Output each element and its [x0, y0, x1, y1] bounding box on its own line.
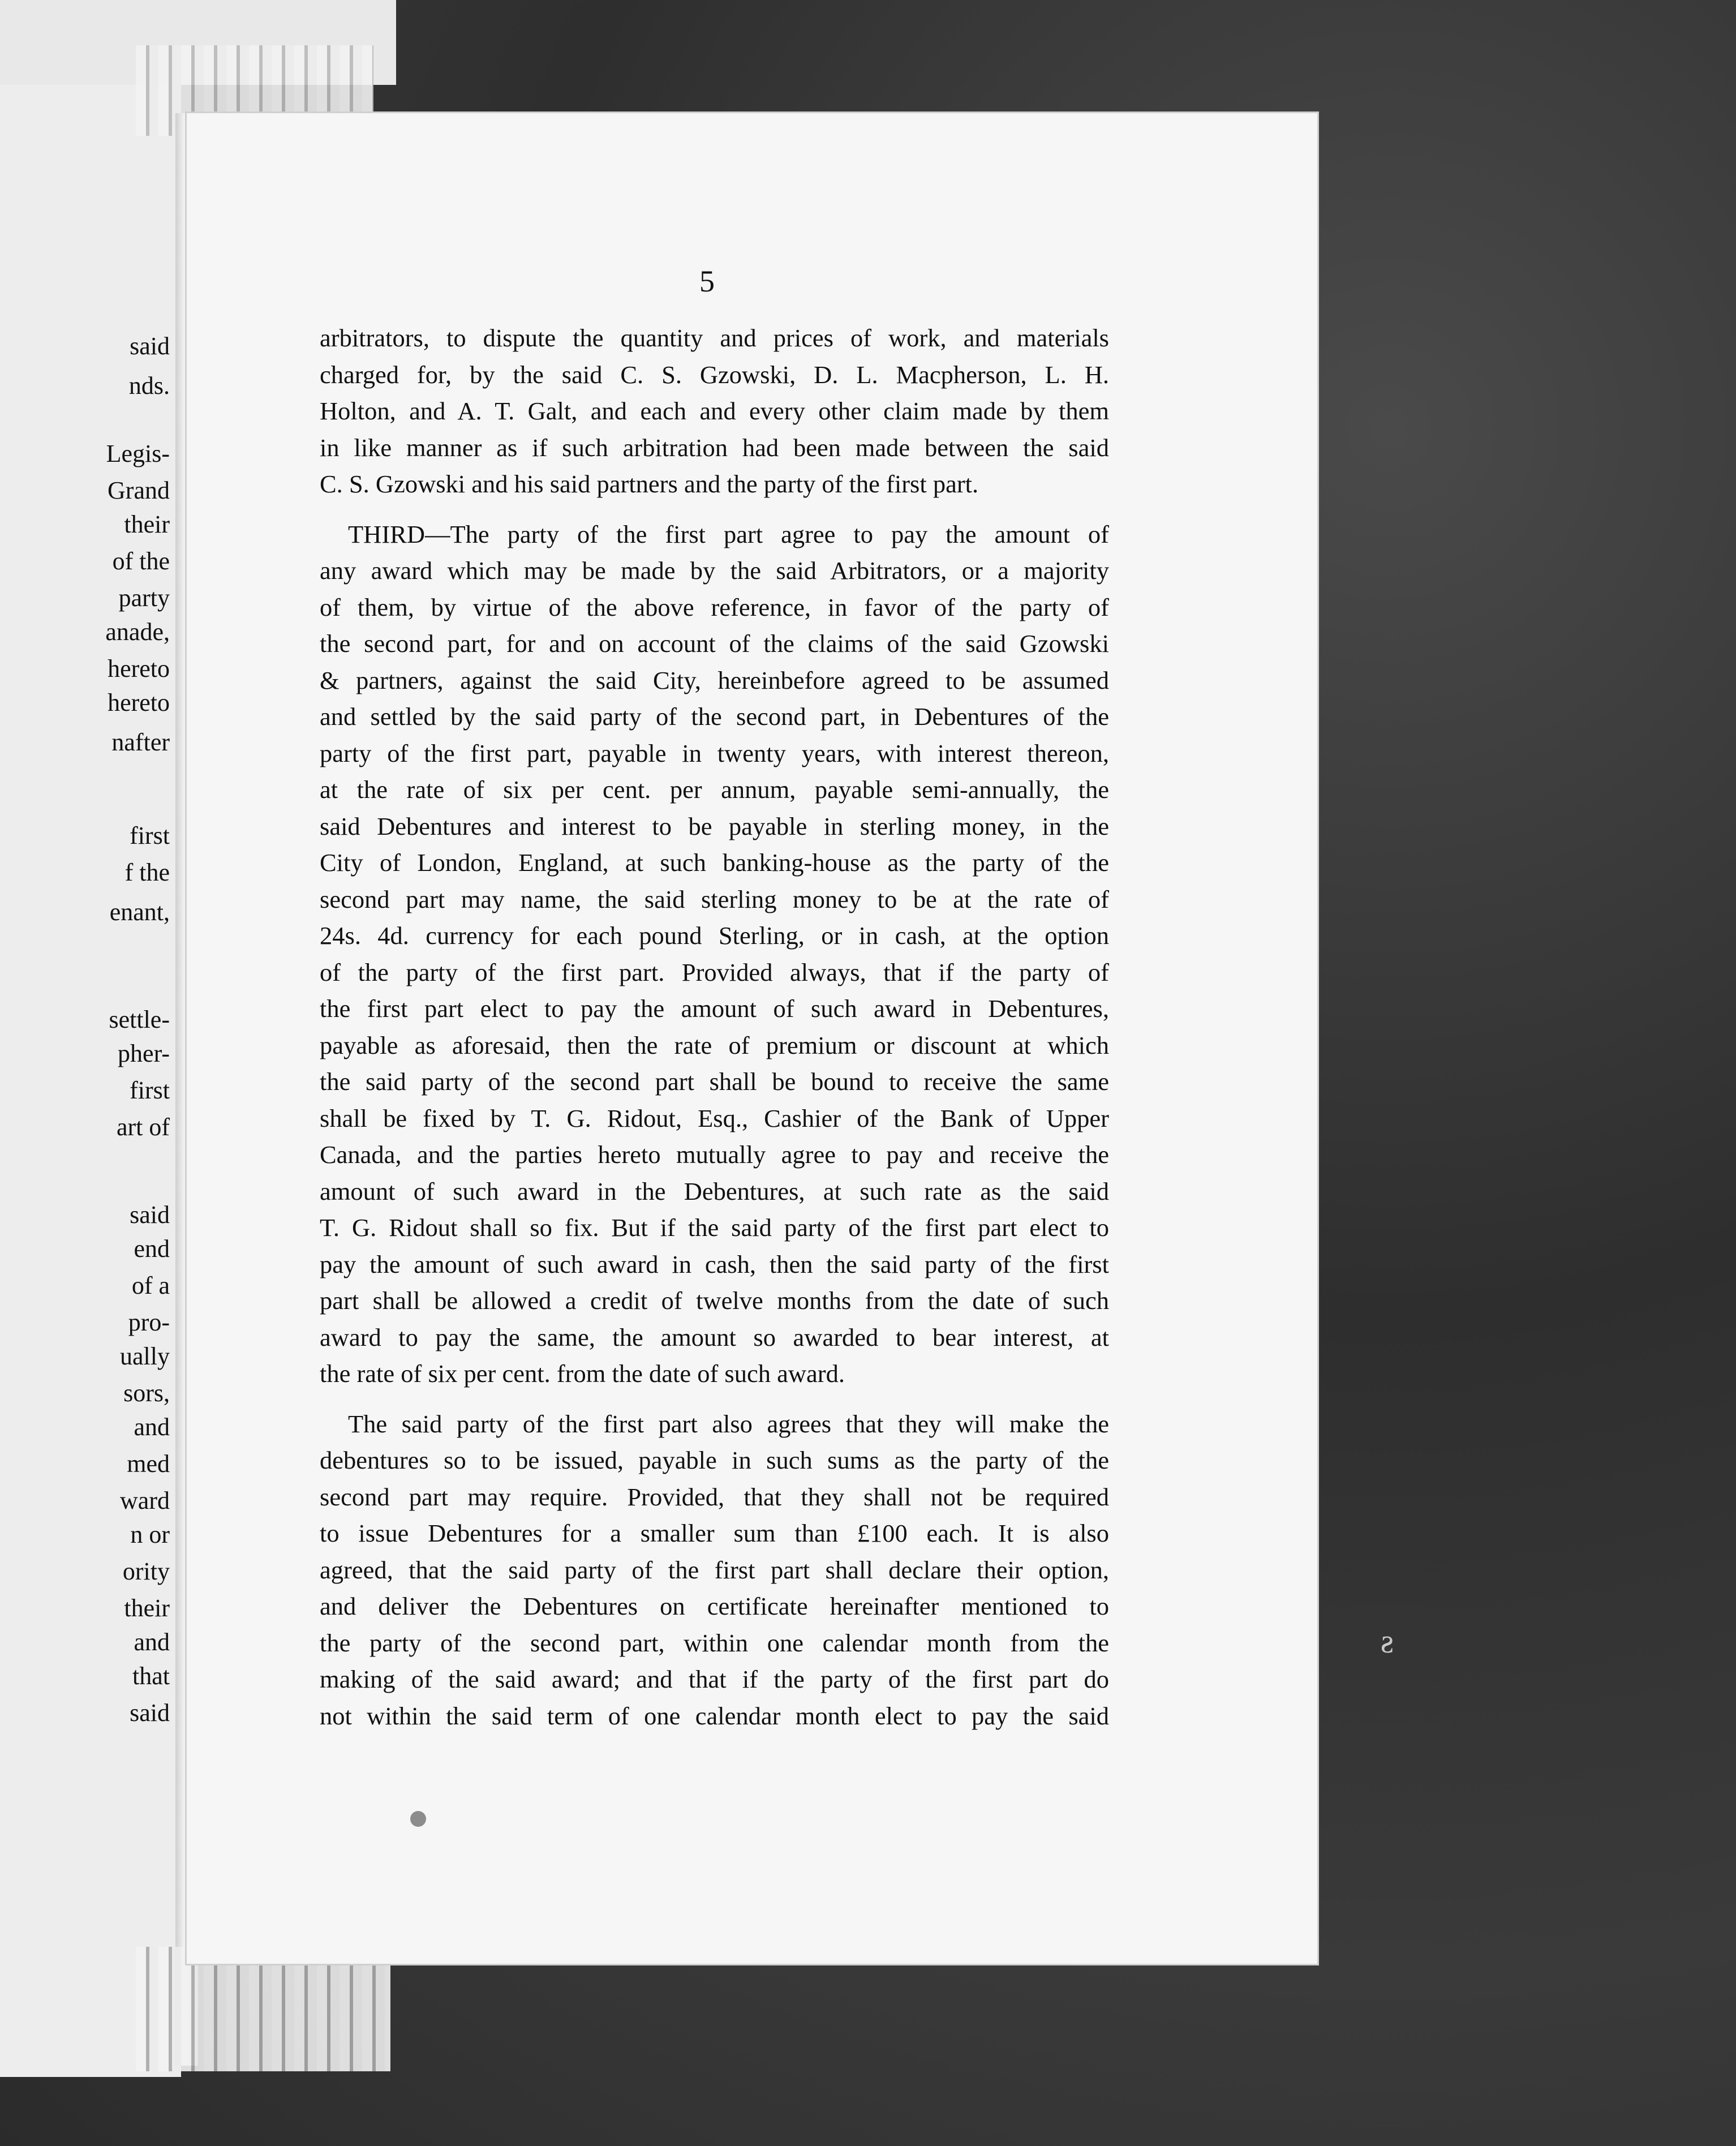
text-line: 24s. 4d. currency for each pound Sterling, or in cash, at the option: [320, 921, 1109, 950]
left-page-fragment: enant,: [109, 898, 170, 926]
left-page-fragment: pro-: [128, 1308, 170, 1336]
paragraph: [320, 1406, 1109, 1735]
text-line: party of the first part, payable in twenty years, with interest thereon,: [320, 739, 1109, 767]
text-line: not within the said term of one calendar month elect to pay the said: [320, 1701, 1109, 1730]
left-page-fragment: n or: [130, 1521, 170, 1548]
paragraph: [320, 320, 1109, 503]
text-line: and settled by the said party of the second part, in Debentures of the: [320, 702, 1109, 731]
left-page-fragment: nds.: [128, 372, 170, 400]
text-line: at the rate of six per cent. per annum, payable semi-annually, the: [320, 775, 1109, 804]
left-page-fragment: said: [130, 332, 170, 360]
left-page-fragment: said: [130, 1201, 170, 1229]
text-line: payable as aforesaid, then the rate of premium or discount at which: [320, 1031, 1109, 1059]
text-line: debentures so to be issued, payable in such sums as the party of the: [320, 1446, 1109, 1474]
left-page-fragment: Grand: [108, 477, 170, 504]
binding-thread-bottom: [136, 1947, 390, 2071]
text-line: any award which may be made by the said Arbitrators, or a majority: [320, 556, 1109, 585]
left-page-fragment: and: [134, 1628, 170, 1656]
left-page-fragment: Legis-: [106, 440, 170, 467]
text-line: Canada, and the parties hereto mutually agree to pay and receive the: [320, 1140, 1109, 1169]
text-line: the rate of six per cent. from the date of such award.: [320, 1359, 845, 1388]
text-line: C. S. Gzowski and his said partners and the party of the first part.: [320, 470, 979, 498]
text-line: to issue Debentures for a smaller sum than £100 each. It is also: [320, 1519, 1109, 1547]
left-page-fragment: ually: [120, 1342, 170, 1370]
left-page-fragment: sors,: [123, 1379, 170, 1407]
left-page-fragment: art of: [116, 1113, 170, 1141]
text-line: T. G. Ridout shall so fix. But if the said party of the first part elect to: [320, 1213, 1109, 1242]
text-line: and deliver the Debentures on certificate hereinafter mentioned to: [320, 1592, 1109, 1620]
text-line: making of the said award; and that if the party of the first part do: [320, 1665, 1109, 1693]
left-page-fragment: hereto: [108, 655, 170, 683]
text-line: of them, by virtue of the above reference, in favor of the party of: [320, 593, 1109, 621]
left-page-fragment: of the: [112, 547, 170, 575]
text-line: second part may name, the said sterling money to be at the rate of: [320, 885, 1109, 913]
paragraph: [320, 516, 1109, 1392]
pencil-mark: ƨ: [1381, 1623, 1394, 1660]
text-line: part shall be allowed a credit of twelve months from the date of such: [320, 1286, 1109, 1315]
left-page-fragment: of a: [131, 1272, 170, 1299]
left-page-fragment: settle-: [109, 1006, 170, 1033]
left-page-fragment: f the: [124, 859, 170, 886]
left-page-fragment: their: [124, 510, 170, 538]
text-line: of the party of the first part. Provided always, that if the party of: [320, 958, 1109, 986]
text-line: arbitrators, to dispute the quantity and prices of work, and materials: [320, 324, 1109, 352]
text-line: charged for, by the said C. S. Gzowski, D. L. Macpherson, L. H.: [320, 360, 1109, 389]
page-number: 5: [699, 264, 715, 298]
left-page-fragment: and: [134, 1413, 170, 1441]
left-page-fragment: nafter: [111, 728, 170, 756]
left-page-fragment: their: [124, 1594, 170, 1622]
text-line: agreed, that the said party of the first part shall declare their option,: [320, 1555, 1109, 1584]
left-page-fragment: party: [118, 584, 170, 612]
text-line: & partners, against the said City, hereinbefore agreed to be assumed: [320, 666, 1109, 694]
left-page-fragment: said: [130, 1699, 170, 1727]
left-page-fragment: hereto: [108, 689, 170, 716]
left-page-fragment: first: [130, 822, 170, 849]
page-body-text: [320, 320, 1109, 1734]
left-page: [0, 85, 181, 2077]
left-page-fragment: pher-: [118, 1040, 170, 1067]
text-line: said Debentures and interest to be payable in sterling money, in the: [320, 812, 1109, 840]
text-line: the party of the second part, within one calendar month from the: [320, 1628, 1109, 1657]
text-line: THIRD—The party of the first part agree to pay the amount of: [348, 520, 1109, 548]
text-line: City of London, England, at such banking-house as the party of the: [320, 848, 1109, 877]
left-page-fragment: first: [130, 1076, 170, 1104]
text-line: the said party of the second part shall be bound to receive the same: [320, 1067, 1109, 1096]
text-line: amount of such award in the Debentures, at such rate as the said: [320, 1177, 1109, 1205]
text-line: the first part elect to pay the amount of such award in Debentures,: [320, 994, 1109, 1023]
left-page-fragment: anade,: [105, 618, 170, 646]
text-line: pay the amount of such award in cash, then the said party of the first: [320, 1250, 1109, 1278]
text-line: Holton, and A. T. Galt, and each and every other claim made by them: [320, 397, 1109, 425]
text-line: The said party of the first part also agrees that they will make the: [348, 1409, 1109, 1438]
left-page-fragment: end: [134, 1235, 170, 1263]
text-line: shall be fixed by T. G. Ridout, Esq., Cashier of the Bank of Upper: [320, 1104, 1109, 1132]
left-page-fragment: ority: [122, 1557, 170, 1585]
ink-smudge: [410, 1811, 426, 1827]
text-line: second part may require. Provided, that they shall not be required: [320, 1482, 1109, 1511]
text-line: in like manner as if such arbitration had been made between the said: [320, 433, 1109, 462]
left-page-fragment: med: [127, 1450, 170, 1478]
text-line: the second part, for and on account of the claims of the said Gzowski: [320, 629, 1109, 658]
left-page-fragment: that: [132, 1662, 170, 1690]
text-line: award to pay the same, the amount so awarded to bear interest, at: [320, 1323, 1109, 1351]
left-page-fragment: ward: [120, 1487, 170, 1514]
